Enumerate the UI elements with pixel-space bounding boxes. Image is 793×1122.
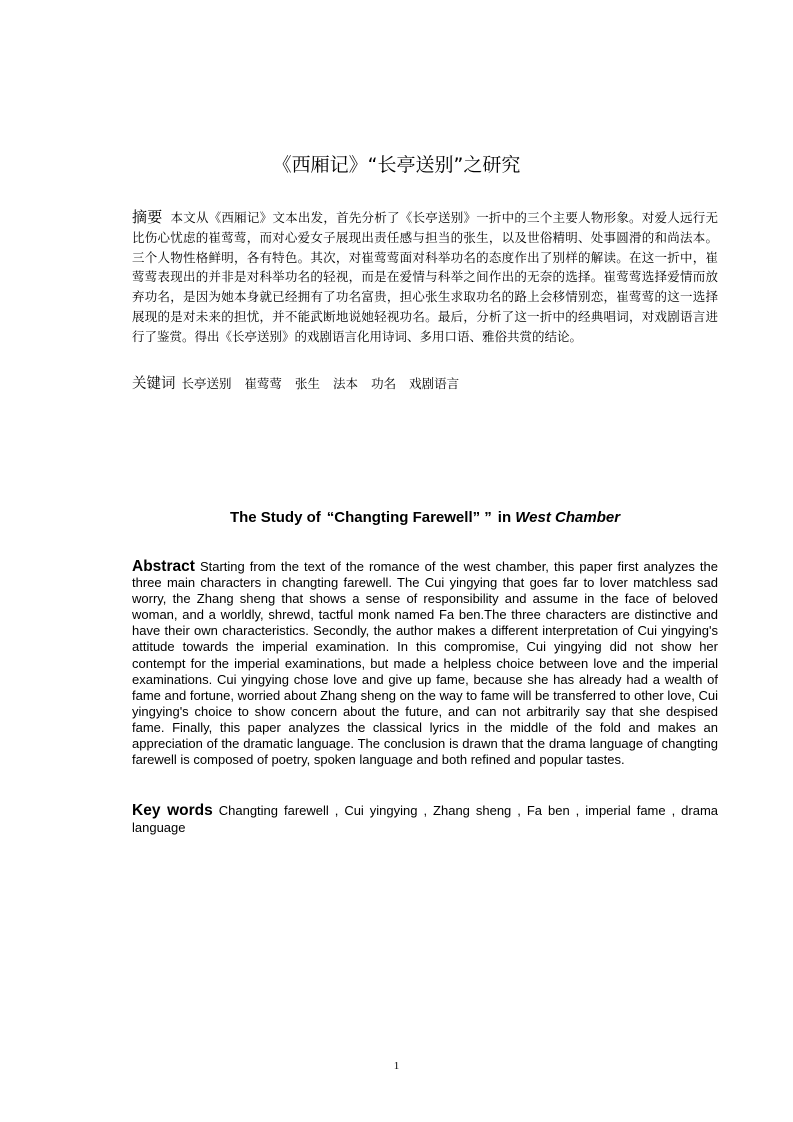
chinese-keyword: 崔莺莺 — [244, 376, 283, 391]
english-keywords-label: Key words — [132, 802, 213, 819]
english-title-prefix: The Study of — [229, 509, 321, 526]
chinese-abstract-text: 本文从《西厢记》文本出发，首先分析了《长亭送别》一折中的三个主要人物形象。对爱人远行无比伤心忧虑的崔莺莺，而对心爱女子展现出责任感与担当的张生，以及世俗精明、处事圆滑的和尚法本。三个人物性格鲜明，各有特色。其次，对崔莺莺面对科举功名的态度作出了别样的解读。在这一折中，崔莺莺表现出的并非是对科举功名的轻视，而是在爱情与科举之间作出的无奈的选择。崔莺莺选择爱情而放弃功名，是因为她本身就已经拥有了功名富贵，担心张生求取功名的路上会移情别恋，崔莺莺的这一选择展现的是对未来的担忧，并不能武断地说她轻视功名。最后，分析了这一折中的经典唱词，对戏剧语言进行了鉴赏。得出《长亭送别》的戏剧语言化用诗词、多用口语、雅俗共赏的结论。 — [132, 210, 718, 344]
chinese-abstract-label: 摘要 — [132, 208, 163, 226]
english-title-in: in — [497, 509, 512, 526]
chinese-keywords — [132, 374, 718, 394]
english-abstract-text: Starting from the text of the romance of the west chamber, this paper first analyzes the three main characters in changting farewell. The Cui yingying that goes far to lover matchless sad worry, the Zhang sheng that shows a sense of responsibility and assume in the face of beloved woman, and a worldly, shrewd, tactful monk named Fa ben.The three characters are distinctive and have their own characteristics. Secondly, the author makes a different interpretation of Cui yingying's attitude towards the imperial examination. In this compromise, Cui yingying did not show her contempt for the imperial examinations, but made a helpless choice between love and the imperial examinations. Cui yingying chose love and give up fame, because she has already had a wealth of fame and fortune, worried about Zhang sheng on the way to fame will be transferred to other love, Cui yingying's choice to show concern about the future, and can not arbitrarily say that she despised fame. Finally, this paper analyzes the classical lyrics in the middle of the fold and makes an appreciation of the dramatic language. The conclusion is drawn that the drama language of changting farewell is composed of poetry, spoken language and both refined and popular tastes. — [132, 559, 718, 768]
english-abstract-label: Abstract — [132, 558, 195, 575]
english-abstract — [132, 559, 718, 768]
chinese-title: 《西厢记》“长亭送别”之研究 — [272, 154, 521, 176]
english-keywords-text: Changting farewell , Cui yingying , Zhang sheng , Fa ben , imperial fame , drama language — [132, 803, 719, 835]
page-number: 1 — [393, 1060, 400, 1072]
english-title-italic: West Chamber — [515, 509, 621, 526]
english-title — [0, 507, 793, 529]
chinese-keyword: 长亭送别 — [181, 376, 232, 391]
english-title-quoted: “Changting Farewell” ” — [326, 509, 492, 526]
chinese-keywords-label: 关键词 — [132, 376, 176, 392]
chinese-abstract — [132, 208, 718, 347]
english-keywords — [132, 802, 718, 836]
chinese-keyword: 功名 — [371, 376, 397, 391]
chinese-keyword: 张生 — [295, 376, 321, 391]
chinese-keyword: 法本 — [333, 376, 359, 391]
chinese-keyword: 戏剧语言 — [409, 376, 460, 391]
